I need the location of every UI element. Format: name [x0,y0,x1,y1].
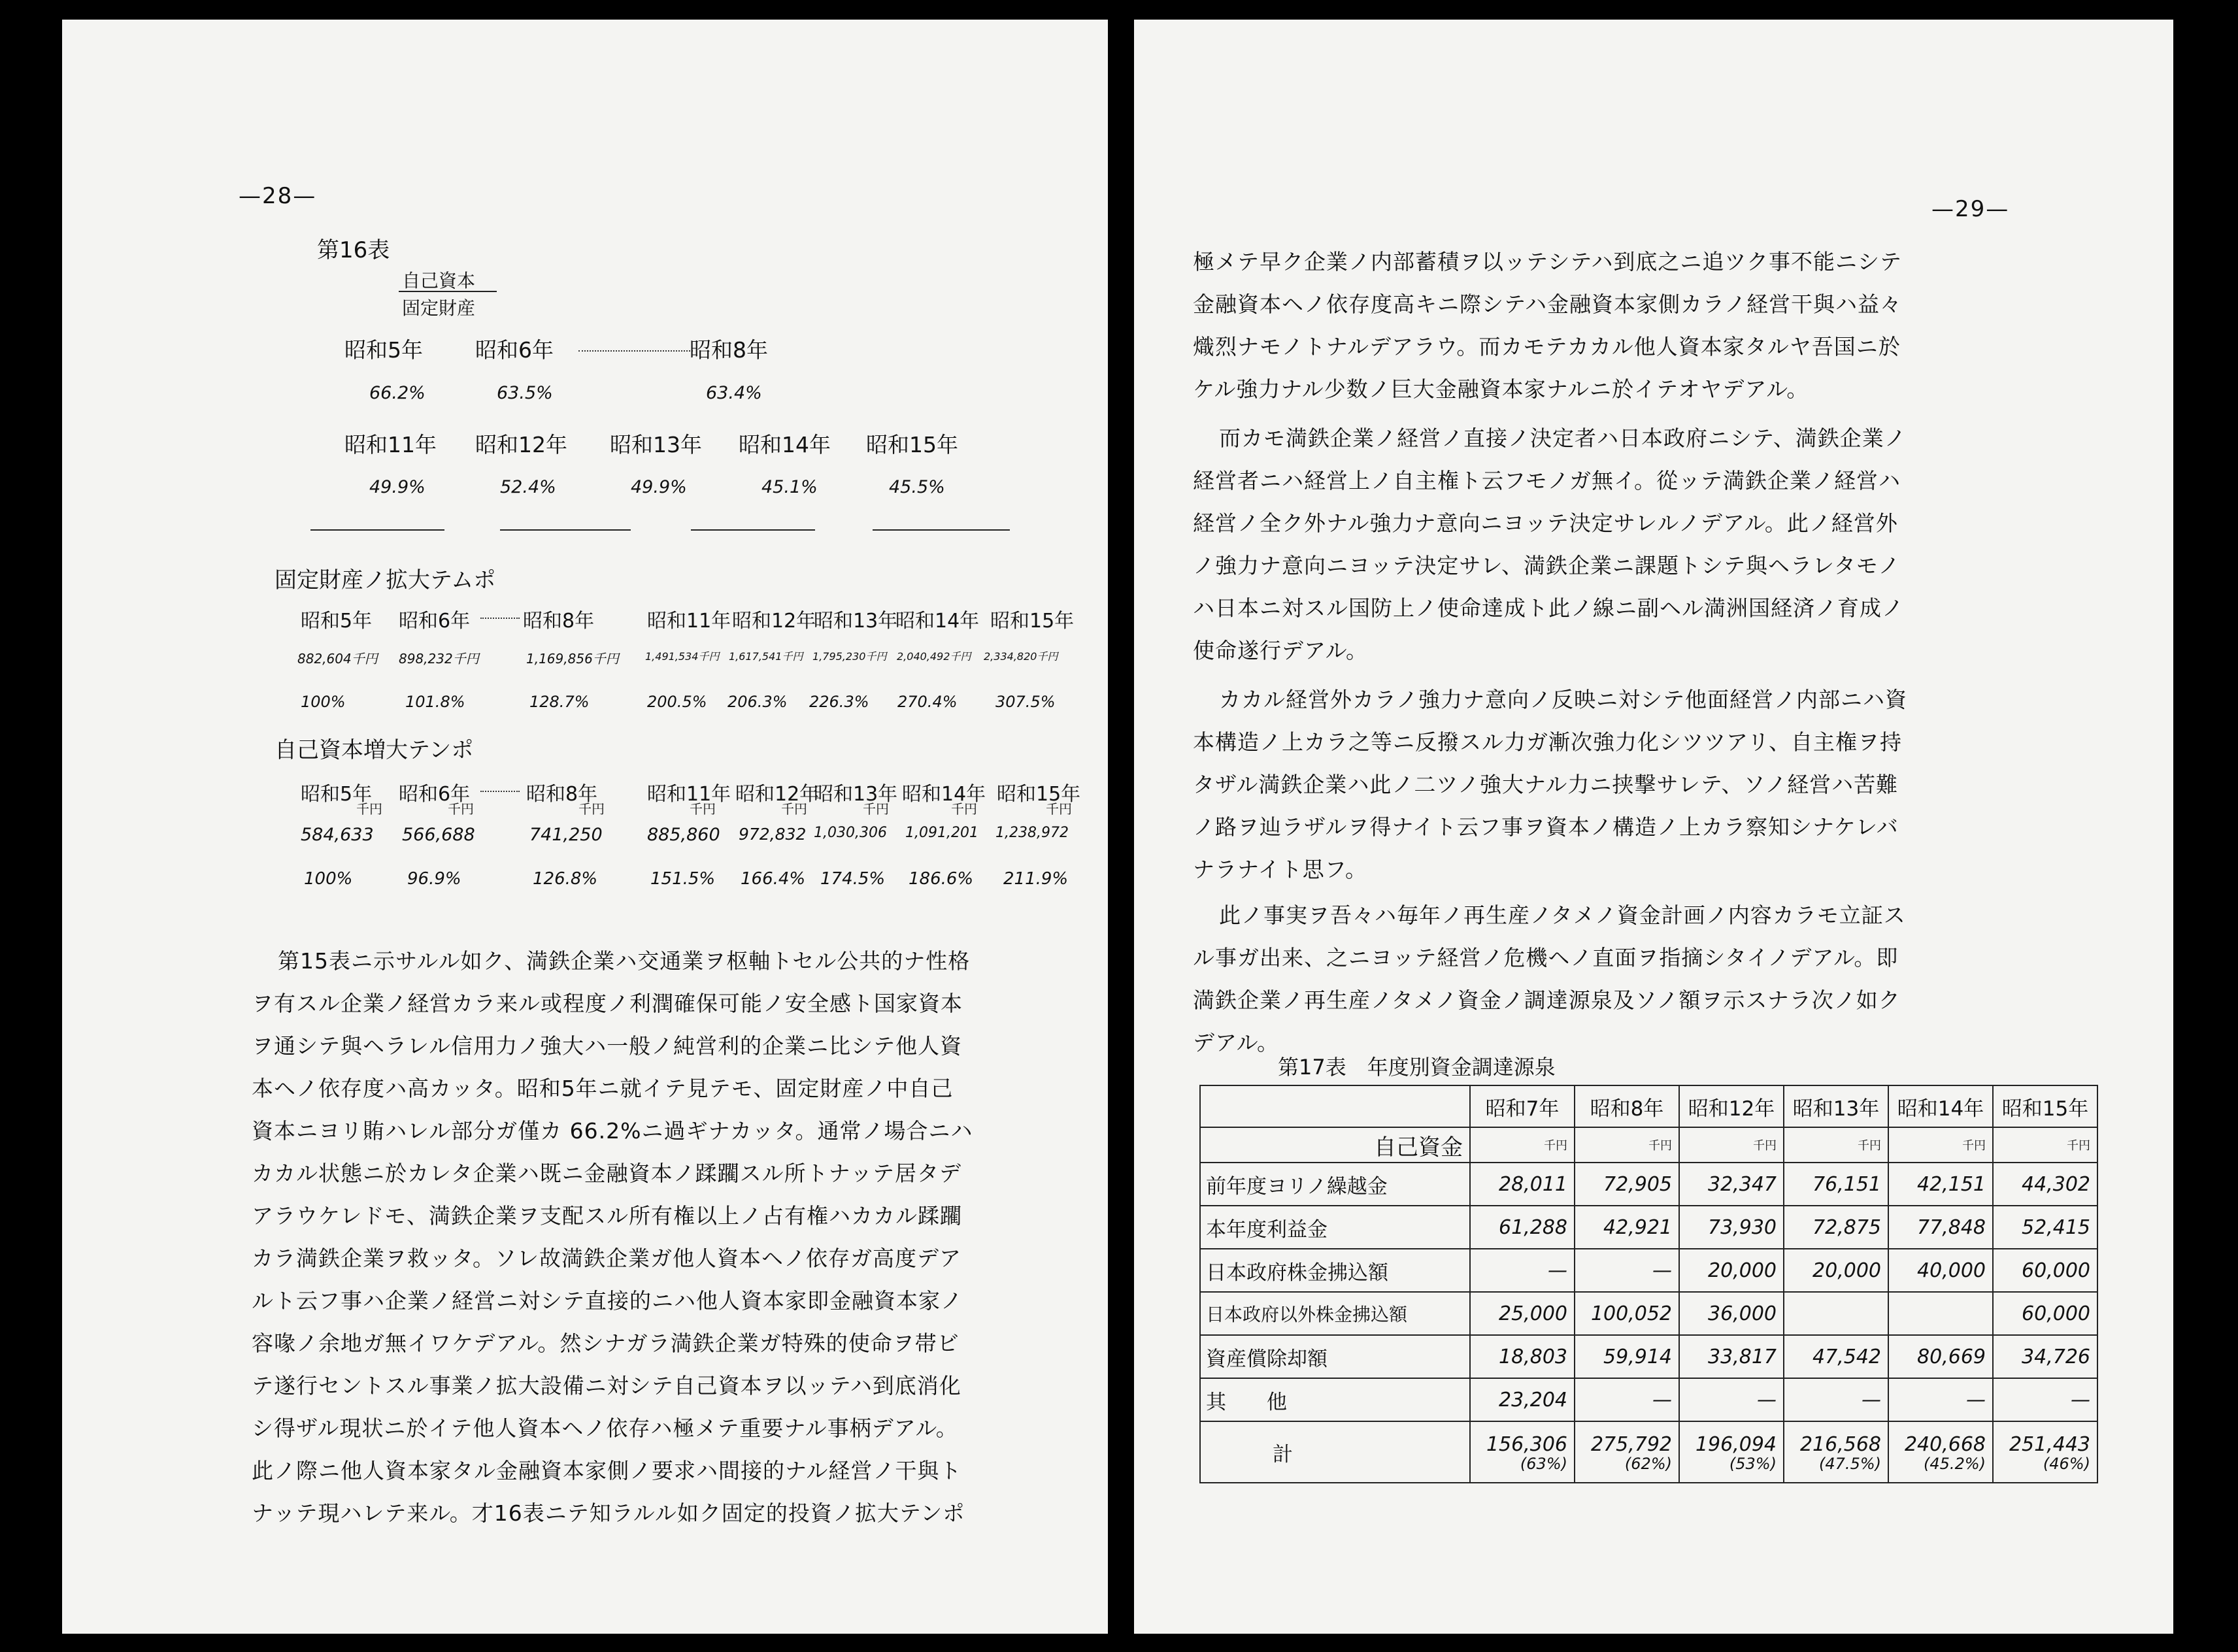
total-value: 240,668 [1904,1432,1986,1456]
row-label: 日本政府株金拂込額 [1200,1249,1470,1292]
oc-year: 昭和6年 [399,783,471,806]
body-line: ヲ有スル企業ノ経営カラ来ル或程度ノ利潤確保可能ノ安全感ト国家資本 [252,991,963,1016]
group-label: 自己資金 [1200,1127,1470,1163]
ratio-year: 昭和15年 [866,432,958,457]
oc-year: 昭和13年 [814,783,898,806]
page-number-right: —29— [1931,196,2010,222]
ratio-year: 昭和12年 [475,432,567,457]
total-value: 216,568 [1799,1432,1881,1456]
body-line: 経営ノ全ク外ナル強力ナ意向ニヨッテ決定サレルノデアル。此ノ経営外 [1193,510,1898,536]
fa-year: 昭和15年 [990,610,1075,633]
table-row [1200,1292,2097,1335]
body-line: 第15表ニ示サルル如ク、満鉄企業ハ交通業ヲ枢軸トセル公共的ナ性格 [278,948,971,974]
ratio-value: 45.5% [889,477,945,497]
body-line: 資本ニヨリ賄ハレル部分ガ僅カ 66.2%ニ過ギナカッタ。通常ノ場合ニハ [252,1118,973,1144]
body-line: ル事ガ出来、之ニヨッテ経営ノ危機ヘノ直面ヲ指摘シタイノデアル。即 [1193,945,1899,970]
body-line: カカル経営外カラノ強力ナ意向ノ反映ニ対シテ他面経営ノ内部ニハ資 [1219,687,1908,712]
ratio-value: 52.4% [500,477,556,497]
table-cell: — [1888,1378,1993,1421]
oc-year: 昭和11年 [647,783,731,806]
row-label: 本年度利益金 [1200,1206,1470,1249]
ratio-year: 昭和6年 [475,337,554,363]
fa-year: 昭和5年 [301,610,373,633]
separator-rule [691,529,815,531]
fa-amount: 1,795,230千円 [812,650,887,663]
oc-unit: 千円 [781,801,807,817]
oc-amount: 1,238,972 [995,825,1069,841]
body-line: シ得ザル現状ニ於イテ他人資本ヘノ依存ハ極メテ重要ナル事柄デアル。 [252,1415,958,1441]
fa-amount: 1,491,534千円 [645,650,720,663]
ratio-year: 昭和8年 [690,337,768,363]
fa-index: 101.8% [405,693,465,711]
table-cell: — [1993,1378,2097,1421]
oc-index: 166.4% [741,869,806,889]
oc-index: 151.5% [650,869,716,889]
body-line: 而カモ満鉄企業ノ経営ノ直接ノ決定者ハ日本政府ニシテ、満鉄企業ノ [1219,425,1907,451]
table-row [1200,1163,2097,1206]
body-line: 極メテ早ク企業ノ内部蓄積ヲ以ッテシテハ到底之ニ追ツク事不能ニシテ [1193,249,1903,274]
fa-year: 昭和6年 [399,610,471,633]
fa-amount: 882,604千円 [297,651,378,667]
table-cell: 20,000 [1679,1249,1784,1292]
total-percent: (62%) [1624,1454,1672,1473]
ratio-year: 昭和5年 [344,337,423,363]
body-line: 熾烈ナモノトナルデアラウ。而カモテカカル他人資本家タルヤ吾国ニ於 [1193,334,1901,359]
total-row [1200,1421,2097,1483]
unit-cell: 千円 [1679,1127,1784,1163]
table-cell: 28,011 [1470,1163,1575,1206]
table-cell [1888,1292,1993,1335]
own-capital-title: 自己資本増大テンポ [275,737,474,763]
unit-cell: 千円 [1888,1127,1993,1163]
table-cell: 60,000 [1993,1249,2097,1292]
table16-title: 第16表 [317,237,390,263]
body-line: 容喙ノ余地ガ無イワケデアル。然シナガラ満鉄企業ガ特殊的使命ヲ帯ビ [252,1330,960,1356]
total-cell [1784,1421,1888,1483]
body-line: 金融資本ヘノ依存度高キニ際シテハ金融資本家側カラノ経営干與ハ益々 [1193,291,1903,317]
column-header: 昭和13年 [1784,1085,1888,1127]
oc-unit: 千円 [863,801,889,817]
row-label: 資産償除却額 [1200,1335,1470,1378]
table-cell: 60,000 [1993,1292,2097,1335]
total-label: 計 [1200,1421,1470,1483]
body-line: ナラナイト思フ。 [1193,857,1368,882]
total-cell [1575,1421,1679,1483]
oc-year: 昭和5年 [301,783,373,806]
table-cell: 32,347 [1679,1163,1784,1206]
table-cell: 40,000 [1888,1249,1993,1292]
oc-unit: 千円 [1046,801,1072,817]
table-corner [1200,1085,1470,1127]
table-cell: — [1575,1249,1679,1292]
table-cell: 36,000 [1679,1292,1784,1335]
table-cell: 42,921 [1575,1206,1679,1249]
fa-index: 226.3% [809,693,869,711]
fa-year: 昭和11年 [647,610,731,633]
body-line: タザル満鉄企業ハ此ノ二ツノ強大ナル力ニ挟撃サレテ、ソノ経営ハ苦難 [1193,772,1899,797]
fa-amount: 1,169,856千円 [526,651,619,667]
row-label: 前年度ヨリノ繰越金 [1200,1163,1470,1206]
ratio-denominator: 固定財産 [402,297,476,319]
ratio-year: 昭和14年 [739,432,831,457]
total-percent: (53%) [1729,1454,1777,1473]
separator-rule [500,529,631,531]
unit-cell: 千円 [1470,1127,1575,1163]
oc-index: 126.8% [533,869,598,889]
table-cell: 47,542 [1784,1335,1888,1378]
table-cell: 72,875 [1784,1206,1888,1249]
table-cell: 23,204 [1470,1378,1575,1421]
body-line: ノ強力ナ意向ニヨッテ決定サレ、満鉄企業ニ課題トシテ與ヘラレタモノ [1193,553,1901,578]
column-header: 昭和14年 [1888,1085,1993,1127]
leader-dots [480,791,520,792]
total-value: 156,306 [1486,1432,1567,1456]
ratio-year: 昭和13年 [610,432,702,457]
total-cell [1470,1421,1575,1483]
table-cell: 42,151 [1888,1163,1993,1206]
table-cell: 100,052 [1575,1292,1679,1335]
table-cell: 59,914 [1575,1335,1679,1378]
fa-year: 昭和14年 [895,610,980,633]
table-cell: — [1470,1249,1575,1292]
oc-year: 昭和15年 [997,783,1081,806]
body-line: ハ日本ニ対スル国防上ノ使命達成ト此ノ線ニ副ヘル満洲国経済ノ育成ノ [1193,595,1904,621]
oc-amount: 972,832 [739,825,807,844]
body-line: 此ノ事実ヲ吾々ハ毎年ノ再生産ノタメノ資金計画ノ内容カラモ立証ス [1219,902,1906,928]
total-value: 196,094 [1695,1432,1777,1456]
left-page [62,20,1108,1634]
oc-index: 100% [304,869,353,889]
body-line: 本ヘノ依存度ハ高カッタ。昭和5年ニ就イテ見テモ、固定財産ノ中自己 [252,1076,954,1101]
fixed-assets-title: 固定財産ノ拡大テムポ [275,567,496,593]
body-line: ノ路ヲ辿ラザルヲ得ナイト云フ事ヲ資本ノ構造ノ上カラ察知シナケレバ [1193,814,1899,840]
fraction-bar [399,291,497,292]
separator-rule [873,529,1010,531]
oc-amount: 1,030,306 [814,825,887,841]
total-cell [1679,1421,1784,1483]
fa-year: 昭和8年 [523,610,595,633]
fa-year: 昭和13年 [814,610,898,633]
oc-amount: 566,688 [402,825,475,845]
table-row [1200,1378,2097,1421]
oc-index: 174.5% [820,869,886,889]
table-cell: 73,930 [1679,1206,1784,1249]
body-line: 満鉄企業ノ再生産ノタメノ資金ノ調達源泉及ソノ額ヲ示スナラ次ノ如ク [1193,987,1901,1013]
oc-year: 昭和8年 [526,783,598,806]
body-line: 本構造ノ上カラ之等ニ反撥スル力ガ漸次強力化シツツアリ、自主権ヲ持 [1193,729,1903,755]
table-cell: 77,848 [1888,1206,1993,1249]
body-line: カラ満鉄企業ヲ救ッタ。ソレ故満鉄企業ガ他人資本ヘノ依存ガ高度デア [252,1246,962,1271]
right-page [1134,20,2173,1634]
table-cell: 34,726 [1993,1335,2097,1378]
column-header: 昭和7年 [1470,1085,1575,1127]
oc-amount: 885,860 [647,825,720,845]
fa-index: 206.3% [727,693,788,711]
table-cell [1784,1292,1888,1335]
oc-amount: 584,633 [301,825,374,845]
oc-unit: 千円 [448,801,474,817]
oc-year: 昭和14年 [902,783,986,806]
oc-index: 211.9% [1003,869,1069,889]
leader-dots [578,350,693,352]
fa-index: 128.7% [529,693,590,711]
column-header: 昭和15年 [1993,1085,2097,1127]
table-cell: 76,151 [1784,1163,1888,1206]
table-cell: 33,817 [1679,1335,1784,1378]
ratio-numerator: 自己資本 [402,270,476,291]
fa-index: 270.4% [897,693,958,711]
column-header: 昭和12年 [1679,1085,1784,1127]
oc-index: 186.6% [909,869,974,889]
total-value: 251,443 [2009,1432,2090,1456]
fa-index: 100% [301,693,346,711]
unit-cell: 千円 [1575,1127,1679,1163]
unit-row [1200,1127,2097,1163]
oc-index: 96.9% [407,869,461,889]
table-cell: 52,415 [1993,1206,2097,1249]
table-row [1200,1206,2097,1249]
fa-year: 昭和12年 [732,610,816,633]
table-cell: — [1679,1378,1784,1421]
table-cell: 80,669 [1888,1335,1993,1378]
body-line: 此ノ際ニ他人資本家タル金融資本家側ノ要求ハ間接的ナル経営ノ干與ト [252,1458,962,1483]
leader-dots [480,618,520,619]
total-percent: (63%) [1520,1454,1567,1473]
fa-index: 307.5% [995,693,1056,711]
body-line: ヲ通シテ與ヘラレル信用力ノ強大ハ一般ノ純営利的企業ニ比シテ他人資 [252,1033,963,1059]
total-cell [1993,1421,2097,1483]
table-cell: 25,000 [1470,1292,1575,1335]
body-line: ケル強力ナル少数ノ巨大金融資本家ナルニ於イテオヤデアル。 [1193,376,1809,402]
oc-year: 昭和12年 [735,783,820,806]
oc-unit: 千円 [690,801,716,817]
fa-index: 200.5% [647,693,707,711]
oc-unit: 千円 [951,801,977,817]
total-value: 275,792 [1590,1432,1672,1456]
row-label: 其 他 [1200,1378,1470,1421]
ratio-value: 66.2% [369,383,426,403]
ratio-value: 63.5% [497,383,553,403]
body-line: カカル状態ニ於カレタ企業ハ既ニ金融資本ノ蹂躙スル所トナッテ居タデ [252,1161,962,1186]
oc-amount: 741,250 [529,825,603,845]
fa-amount: 898,232千円 [399,651,479,667]
table-cell: 18,803 [1470,1335,1575,1378]
table-header-row [1200,1085,2097,1127]
unit-cell: 千円 [1784,1127,1888,1163]
table-row [1200,1335,2097,1378]
row-label: 日本政府以外株金拂込額 [1200,1292,1470,1335]
table-cell: 20,000 [1784,1249,1888,1292]
table-row [1200,1249,2097,1292]
table-cell: — [1575,1378,1679,1421]
ratio-value: 63.4% [706,383,762,403]
total-cell [1888,1421,1993,1483]
body-line: 経営者ニハ経営上ノ自主権ト云フモノガ無イ。從ッテ満鉄企業ノ経営ハ [1193,468,1901,493]
fa-amount: 1,617,541千円 [729,650,803,663]
oc-amount: 1,091,201 [905,825,978,841]
unit-cell: 千円 [1993,1127,2097,1163]
table17-title: 第17表 年度別資金調達源泉 [1278,1055,1556,1080]
total-percent: (47.5%) [1819,1454,1881,1473]
body-line: ナッテ現ハレテ来ル。才16表ニテ知ラルル如ク固定的投資ノ拡大テンポ [252,1500,965,1526]
body-line: デアル。 [1193,1030,1280,1055]
ratio-value: 45.1% [761,477,818,497]
ratio-value: 49.9% [369,477,426,497]
total-percent: (46%) [2043,1454,2090,1473]
table17 [1199,1085,2098,1483]
body-line: アラウケレドモ、満鉄企業ヲ支配スル所有権以上ノ占有権ハカカル蹂躙 [252,1203,963,1229]
body-line: 使命遂行デアル。 [1193,638,1369,663]
total-percent: (45.2%) [1924,1454,1986,1473]
ratio-value: 49.9% [631,477,687,497]
separator-rule [310,529,444,531]
body-line: ルト云フ事ハ企業ノ経営ニ対シテ直接的ニハ他人資本家即金融資本家ノ [252,1288,963,1313]
table-cell: 72,905 [1575,1163,1679,1206]
table-cell: 44,302 [1993,1163,2097,1206]
page-number-left: —28— [239,183,317,209]
fa-amount: 2,040,492千円 [897,650,971,663]
fa-amount: 2,334,820千円 [984,650,1058,663]
oc-unit: 千円 [578,801,605,817]
oc-unit: 千円 [356,801,382,817]
column-header: 昭和8年 [1575,1085,1679,1127]
ratio-year: 昭和11年 [344,432,437,457]
table-cell: — [1784,1378,1888,1421]
body-line: テ遂行セントスル事業ノ拡大設備ニ対シテ自己資本ヲ以ッテハ到底消化 [252,1373,961,1398]
table-cell: 61,288 [1470,1206,1575,1249]
